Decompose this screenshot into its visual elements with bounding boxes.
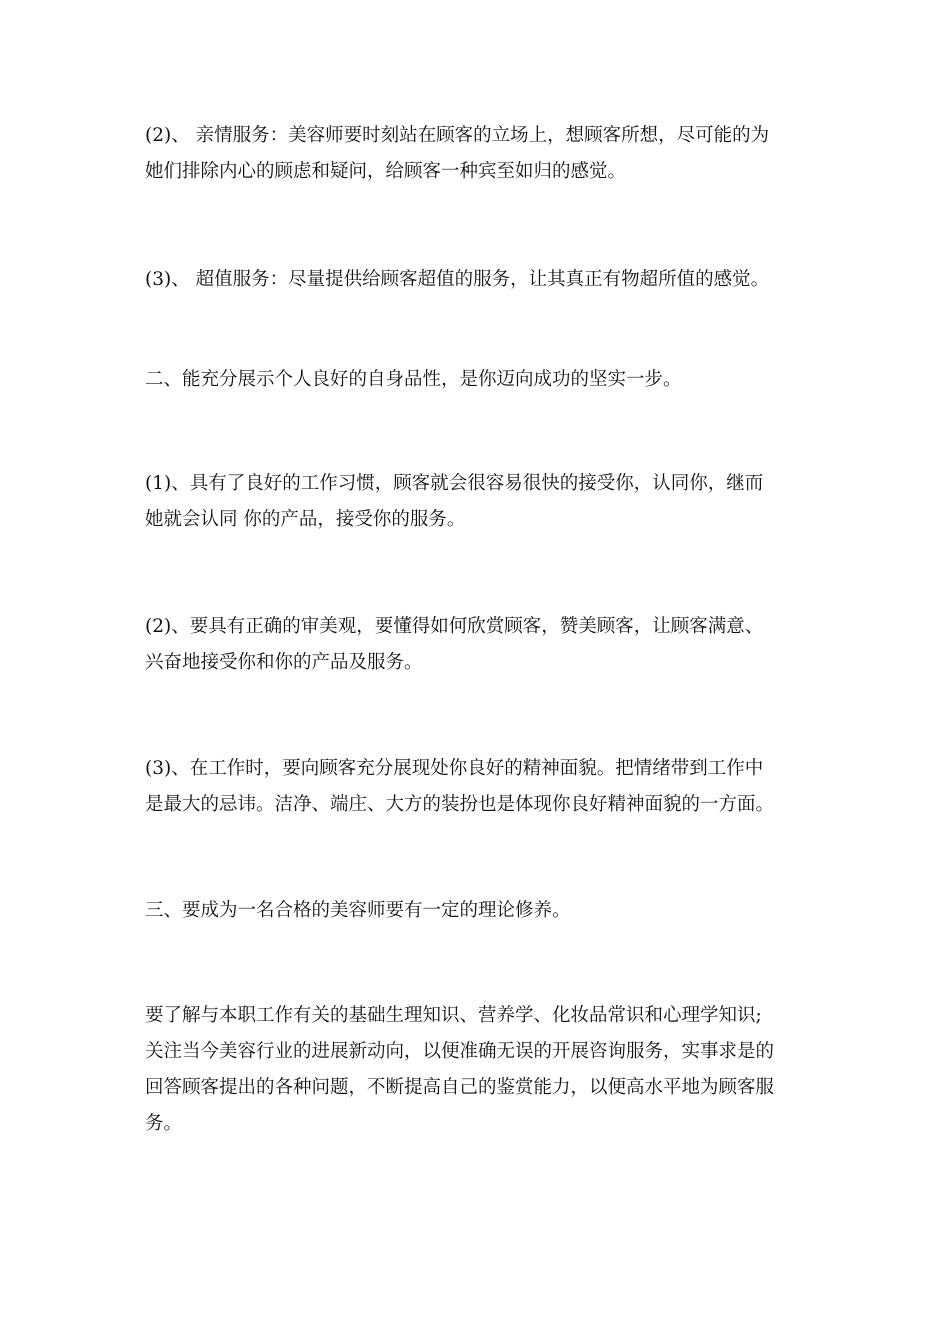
paragraph-aesthetics [145,609,810,681]
text-line: (2)、 亲情服务：美容师要时刻站在顾客的立场上，想顾客所想，尽可能的为 [145,125,770,146]
text-line: 关注当今美容行业的进展新动向，以便准确无误的开展咨询服务，实事求是的 [145,1041,775,1062]
paragraph-affectionate-service [145,118,810,190]
paragraph-theory [145,998,810,1142]
text-line: (3)、 超值服务：尽量提供给顾客超值的服务，让其真正有物超所值的感觉。 [145,269,770,290]
text-line: 三、要成为一名合格的美容师要有一定的理论修养。 [145,900,571,921]
paragraph-spirit [145,751,810,823]
text-line: 是最大的忌讳。洁净、端庄、大方的装扮也是体现你良好精神面貌的一方面。 [145,794,775,815]
text-line: (1)、具有了良好的工作习惯，顾客就会很容易很快的接受你，认同你，继而 [145,473,764,494]
text-line: 务。 [145,1113,183,1134]
section-heading-three [145,893,810,929]
text-line: (2)、要具有正确的审美观，要懂得如何欣赏顾客，赞美顾客，让顾客满意、 [145,616,764,637]
text-line: 她就会认同 你的产品，接受你的服务。 [145,509,466,530]
text-line: 兴奋地接受你和你的产品及服务。 [145,652,423,673]
text-line: 二、能充分展示个人良好的自身品性，是你迈向成功的坚实一步。 [145,369,682,390]
paragraph-work-habits [145,466,810,538]
text-line: 回答顾客提出的各种问题，不断提高自己的鉴赏能力，以便高水平地为顾客服 [145,1077,775,1098]
section-heading-two [145,362,810,398]
text-line: (3)、在工作时，要向顾客充分展现处你良好的精神面貌。把情绪带到工作中 [145,758,764,779]
text-line: 要了解与本职工作有关的基础生理知识、营养学、化妆品常识和心理学知识; [145,1005,762,1026]
text-line: 她们排除内心的顾虑和疑问，给顾客一种宾至如归的感觉。 [145,161,627,182]
paragraph-value-service [145,262,810,298]
